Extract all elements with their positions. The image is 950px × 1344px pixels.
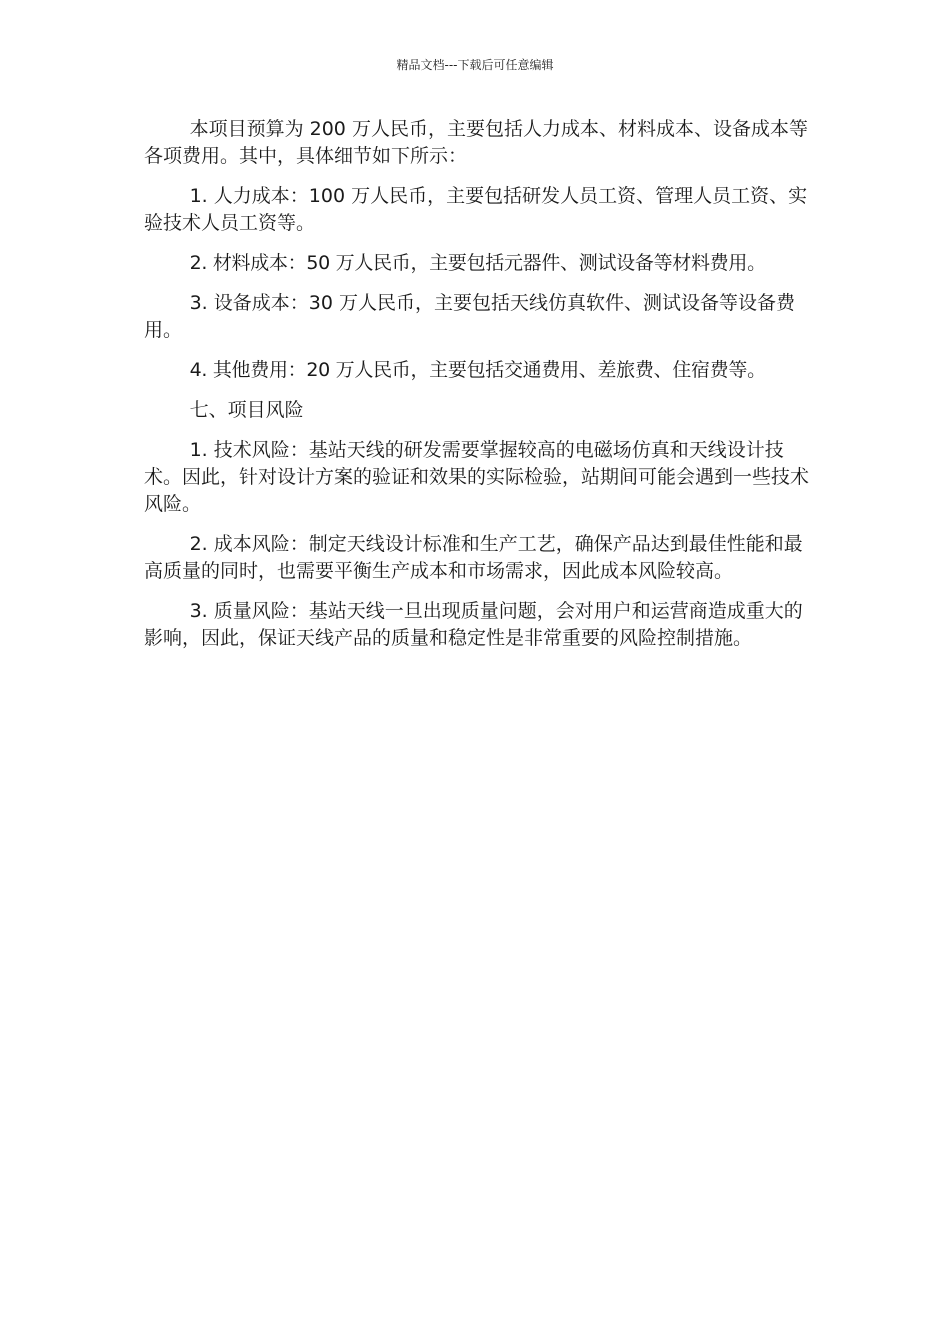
other-cost-paragraph: 4. 其他费用：20 万人民币，主要包括交通费用、差旅费、住宿费等。 — [189, 359, 766, 381]
page-header: 精品文档---下载后可任意编辑 — [396, 58, 554, 72]
budget-intro-paragraph: 本项目预算为 200 万人民币，主要包括人力成本、材料成本、设备成本等各项费用。其中，具体细节如下所示： — [144, 118, 808, 167]
cost-risk-paragraph: 2. 成本风险：制定天线设计标准和生产工艺，确保产品达到最佳性能和最高质量的同时，也需要平衡生产成本和市场需求，因此成本风险较高。 — [144, 533, 803, 582]
document-body — [144, 116, 820, 665]
labor-cost-paragraph: 1. 人力成本：100 万人民币，主要包括研发人员工资、管理人员工资、实验技术人员工资等。 — [144, 185, 808, 234]
material-cost-paragraph: 2. 材料成本：50 万人民币，主要包括元器件、测试设备等材料费用。 — [189, 252, 766, 274]
equipment-cost-paragraph: 3. 设备成本：30 万人民币，主要包括天线仿真软件、测试设备等设备费用。 — [144, 292, 795, 341]
quality-risk-paragraph: 3. 质量风险：基站天线一旦出现质量问题，会对用户和运营商造成重大的影响，因此，保证天线产品的质量和稳定性是非常重要的风险控制措施。 — [144, 600, 803, 649]
technical-risk-paragraph: 1. 技术风险：基站天线的研发需要掌握较高的电磁场仿真和天线设计技术。因此，针对设计方案的验证和效果的实际检验，站期间可能会遇到一些技术风险。 — [144, 439, 810, 515]
section-heading-project-risk: 七、项目风险 — [189, 399, 304, 421]
